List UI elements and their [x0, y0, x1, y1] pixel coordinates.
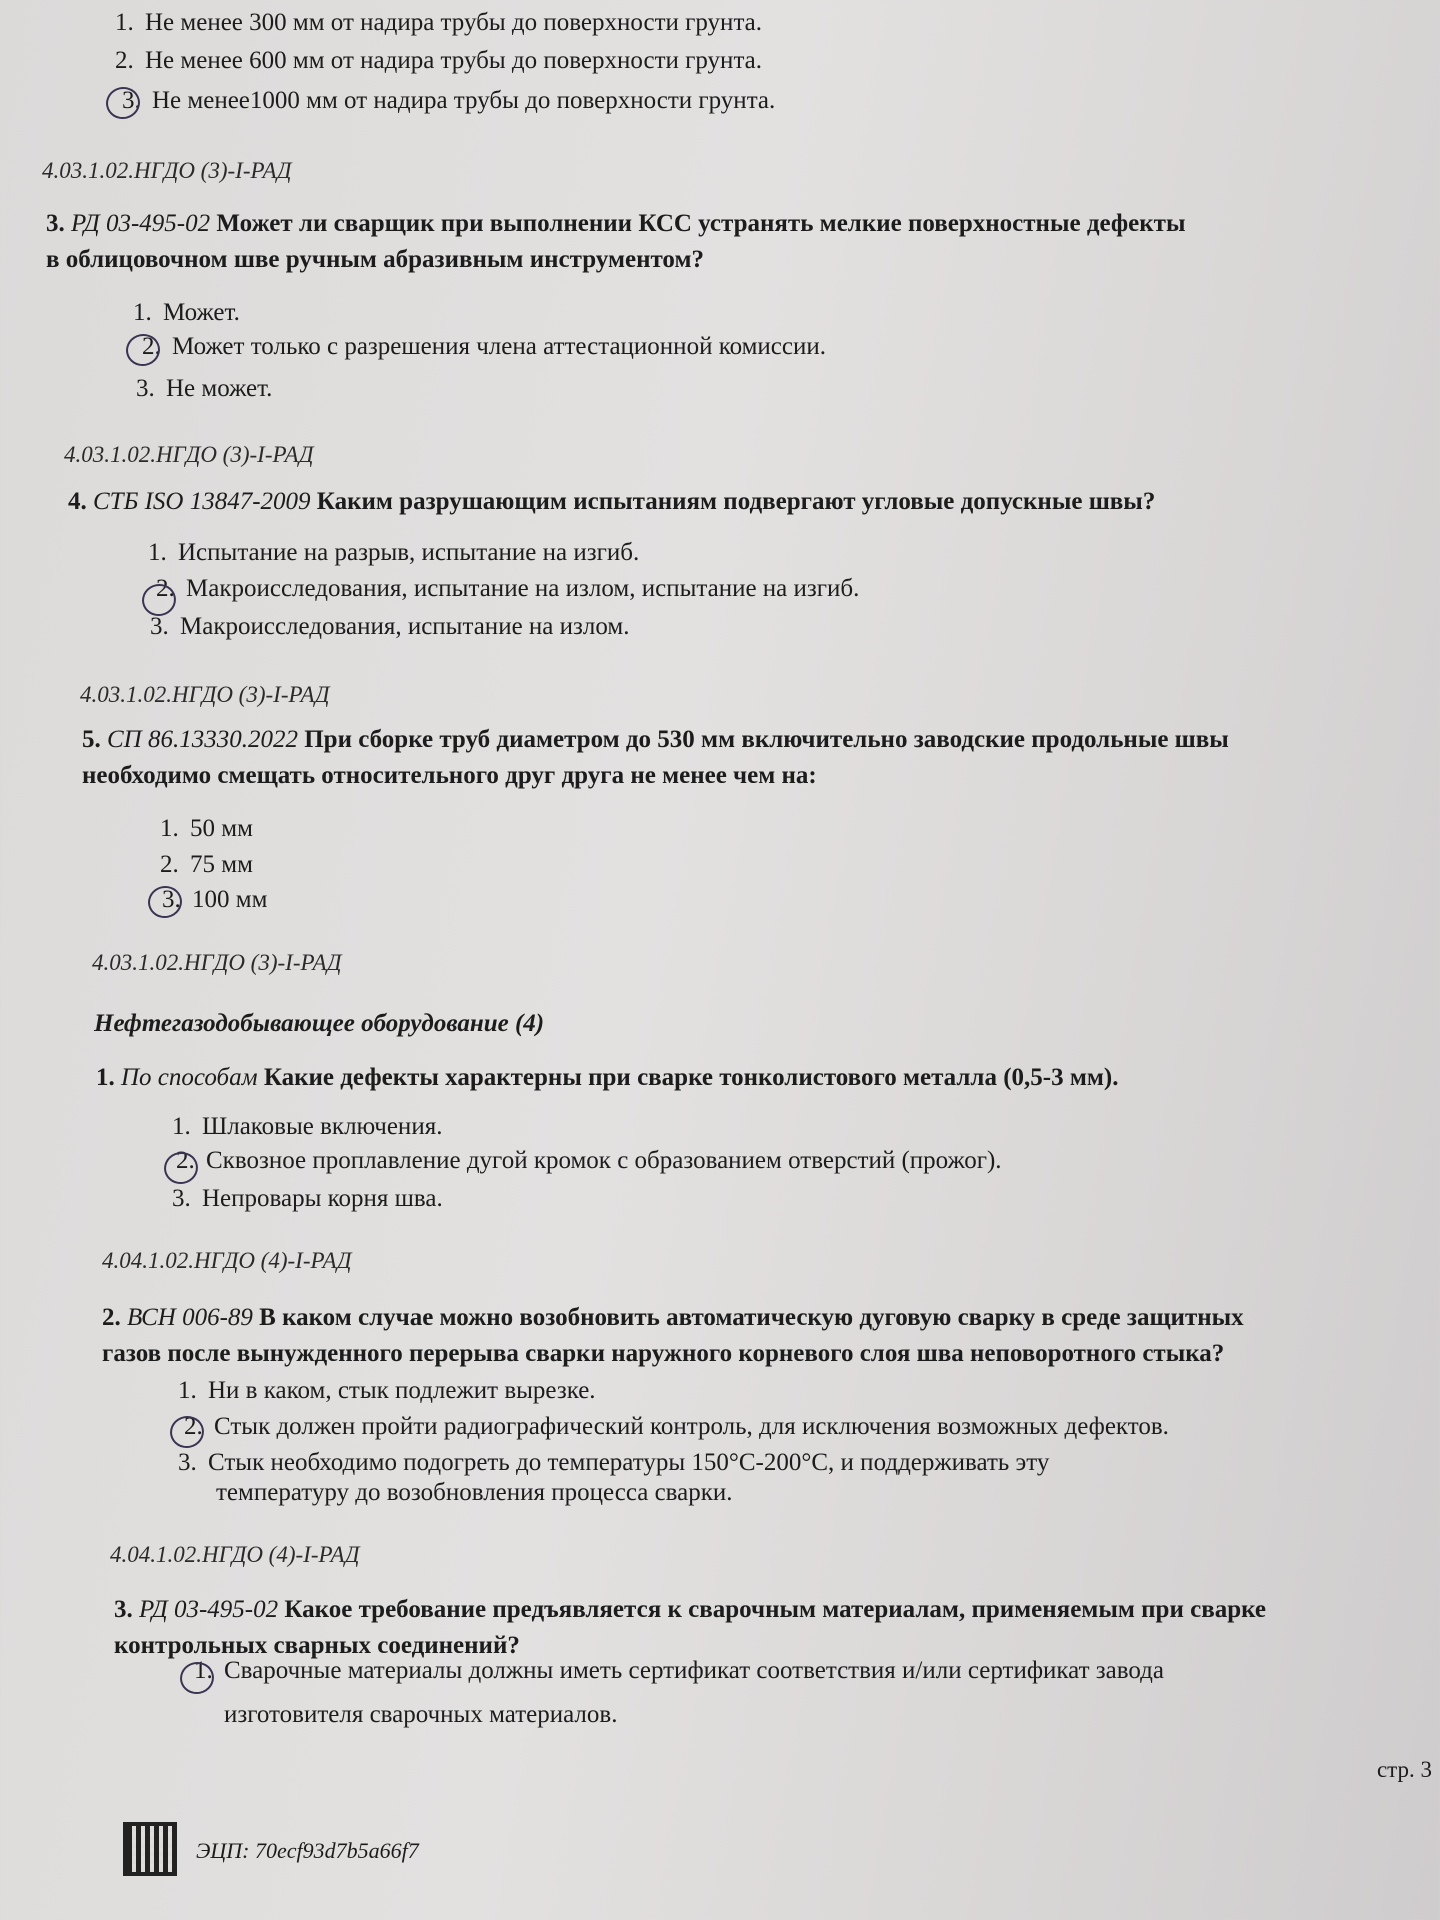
option-number: 2. — [176, 1147, 195, 1174]
option-text: Ни в каком, стык подлежит вырезке. — [208, 1377, 596, 1404]
question-text-line-2: газов после вынужденного перерыва сварки наружного корневого слоя шва неповоротного стыка? — [102, 1340, 1225, 1367]
option-text: Может только с разрешения члена аттестационной комиссии. — [172, 333, 826, 360]
s2-option-3-continuation: температуру до возобновления процесса сварки. — [216, 1479, 733, 1506]
question-text-line-1: При сборке труб диаметром до 530 мм включительно заводские продольные швы — [304, 726, 1229, 753]
q5-option-2 — [160, 850, 253, 880]
question-source: ВСН 006-89 — [127, 1304, 253, 1331]
s3-option-1-continuation: изготовителя сварочных материалов. — [224, 1701, 618, 1728]
s1-option-3 — [172, 1184, 443, 1214]
question-text-line-1: Какое требование предъявляется к сварочным материалам, применяемым при сварке — [284, 1596, 1266, 1623]
qr-code-icon — [127, 1826, 173, 1872]
question-code: 4.04.1.02.НГДО (4)-I-РАД — [110, 1542, 360, 1567]
question-code: 4.03.1.02.НГДО (3)-I-РАД — [64, 442, 314, 467]
option-number: 1. — [172, 1113, 191, 1140]
option-text: Шлаковые включения. — [202, 1113, 443, 1140]
question-3 — [46, 206, 1426, 278]
question-code: 4.03.1.02.НГДО (3)-I-РАД — [42, 158, 292, 183]
question-number: 4. — [68, 488, 87, 515]
q3-option-2 — [142, 332, 826, 362]
question-text-line-2: в облицовочном шве ручным абразивным инструментом? — [46, 246, 704, 273]
option-text: Не может. — [166, 375, 273, 402]
q4-option-1 — [148, 538, 639, 568]
option-number: 1. — [178, 1377, 197, 1404]
q4-option-2 — [156, 574, 859, 604]
option-number: 1. — [133, 299, 152, 326]
option-text: Макроисследования, испытание на излом. — [180, 613, 630, 640]
option-number: 3. — [136, 375, 155, 402]
question-4 — [68, 484, 1440, 520]
question-number: 3. — [46, 210, 65, 237]
page-number: стр. 3 — [1376, 1757, 1432, 1782]
s1-option-2 — [176, 1146, 1002, 1176]
question-number: 3. — [114, 1596, 133, 1623]
option-number: 3. — [162, 886, 181, 913]
question-code: 4.04.1.02.НГДО (4)-I-РАД — [102, 1248, 352, 1273]
question-source: По способам — [121, 1064, 258, 1091]
question-code: 4.03.1.02.НГДО (3)-I-РАД — [80, 682, 330, 707]
option-number: 3. — [150, 613, 169, 640]
question-text-line-2: необходимо смещать относительного друг друга не менее чем на: — [82, 762, 817, 789]
option-text: Сквозное проплавление дугой кромок с образованием отверстий (прожог). — [206, 1147, 1002, 1174]
question-text-line-1: Каким разрушающим испытаниям подвергают угловые допускные швы? — [316, 488, 1156, 515]
s2-option-1 — [178, 1376, 596, 1406]
option-number: 3. — [122, 87, 141, 114]
option-number: 3. — [178, 1449, 197, 1476]
q3-option-1 — [133, 298, 240, 328]
question-5 — [82, 722, 1440, 794]
option-text: Не менее1000 мм от надира трубы до поверхности грунта. — [152, 87, 776, 114]
s1-option-1 — [172, 1112, 442, 1142]
question-number: 5. — [82, 726, 101, 753]
option-text: 100 мм — [192, 886, 268, 913]
option-text: Стык должен пройти радиографический контроль, для исключения возможных дефектов. — [214, 1413, 1169, 1440]
option-number: 1. — [148, 539, 167, 566]
question-text-line-2: контрольных сварных соединений? — [114, 1632, 520, 1659]
option-text: Непровары корня шва. — [202, 1185, 443, 1212]
option-text: Испытание на разрыв, испытание на изгиб. — [178, 539, 640, 566]
question-text-line-1: Какие дефекты характерны при сварке тонколистового металла (0,5-3 мм). — [263, 1064, 1119, 1091]
option-text: Может. — [163, 299, 240, 326]
section-title: Нефтегазодобывающее оборудование (4) — [94, 1010, 545, 1037]
option-text: Сварочные материалы должны иметь сертификат соответствия и/или сертификат завода — [224, 1657, 1164, 1684]
question-source: РД 03-495-02 — [139, 1596, 279, 1623]
q4-option-3 — [150, 612, 629, 642]
option-number: 2. — [115, 47, 134, 74]
section-question-3 — [114, 1592, 1440, 1664]
option-number: 1. — [115, 9, 134, 36]
question-number: 2. — [102, 1304, 121, 1331]
option-text: Не менее 600 мм от надира трубы до поверхности грунта. — [145, 47, 763, 74]
question-text-line-1: В каком случае можно возобновить автоматическую дуговую сварку в среде защитных — [259, 1304, 1244, 1331]
option-number: 2. — [142, 333, 161, 360]
option-number: 2. — [156, 575, 175, 602]
top-option-3 — [122, 86, 775, 116]
q5-option-1 — [160, 814, 253, 844]
s2-option-3 — [178, 1448, 1049, 1478]
option-number: 1. — [194, 1657, 213, 1684]
question-source: СП 86.13330.2022 — [107, 726, 298, 753]
option-text: Не менее 300 мм от надира трубы до поверхности грунта. — [145, 9, 763, 36]
top-option-2 — [115, 46, 762, 76]
question-number: 1. — [96, 1064, 115, 1091]
section-question-1 — [96, 1060, 1440, 1096]
option-text: 50 мм — [190, 815, 253, 842]
digital-signature-code: ЭЦП: 70ecf93d7b5a66f7 — [196, 1838, 419, 1863]
question-text-line-1: Может ли сварщик при выполнении КСС устранять мелкие поверхностные дефекты — [216, 210, 1186, 237]
option-text: Стык необходимо подогреть до температуры 150°С-200°С, и поддерживать эту — [208, 1449, 1050, 1476]
question-code: 4.03.1.02.НГДО (3)-I-РАД — [92, 950, 342, 975]
option-number: 1. — [160, 815, 179, 842]
option-number: 2. — [160, 851, 179, 878]
question-source: РД 03-495-02 — [71, 210, 211, 237]
top-option-1 — [115, 8, 762, 38]
q3-option-3 — [136, 374, 272, 404]
s2-option-2 — [184, 1412, 1169, 1442]
option-text: Макроисследования, испытание на излом, испытание на изгиб. — [186, 575, 860, 602]
s3-option-1 — [194, 1656, 1164, 1686]
question-source: СТБ ISO 13847-2009 — [93, 488, 311, 515]
option-number: 3. — [172, 1185, 191, 1212]
option-text: 75 мм — [190, 851, 253, 878]
section-question-2 — [102, 1300, 1440, 1372]
option-number: 2. — [184, 1413, 203, 1440]
